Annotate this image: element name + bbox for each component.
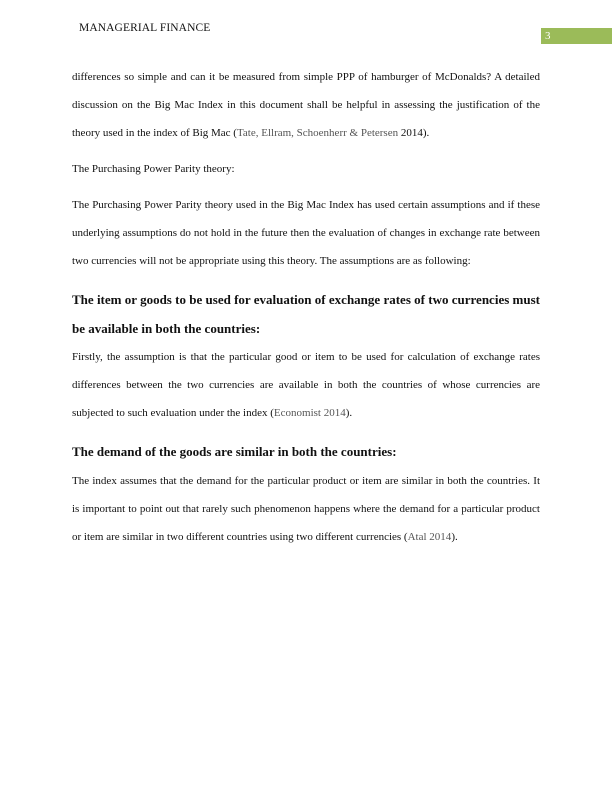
paragraph-intro-continuation — [72, 63, 540, 147]
section-label: The Purchasing Power Parity theory: — [72, 163, 235, 175]
paragraph-availability — [72, 343, 540, 427]
paragraph-text-end: ). — [451, 531, 458, 543]
paragraph-demand — [72, 467, 540, 551]
paragraph-text-end: ). — [345, 407, 353, 419]
paragraph-assumptions-intro: The Purchasing Power Parity theory used in the Big Mac Index has used certain assumptions and if these underlying assumptions do not hold in the future then the evaluation of changes in exchange rate between two currencies will not be appropriate using this theory. The assumptions are as following: — [72, 199, 540, 267]
citation: Atal 2014 — [407, 531, 452, 543]
heading-demand-assumption: The demand of the goods are similar in both the countries: — [72, 444, 397, 459]
citation: Economist 2014 — [273, 407, 346, 419]
paragraph-text-end: 2014). — [398, 127, 430, 139]
document-body — [72, 63, 540, 551]
page-number-badge: 3 — [541, 28, 612, 44]
paragraph-text: differences so simple and can it be measured from simple PPP of hamburger of McDonalds? A detailed discussion on the Big Mac Index in this document shall be helpful in assessing the justification of the theory used in the index of Big Mac ( — [72, 71, 540, 139]
paragraph-text: Firstly, the assumption is that the particular good or item to be used for calculation of exchange rates differences between the two currencies are available in both the countries of whose currencies are subjected to such evaluation under the index ( — [72, 351, 540, 419]
running-header: MANAGERIAL FINANCE — [79, 22, 211, 34]
paragraph-text: The index assumes that the demand for the particular product or item are similar in both the countries. It is important to point out that rarely such phenomenon happens where the demand for a particular product or item are similar in two different countries using two different currencies ( — [72, 475, 540, 543]
heading-availability-assumption: The item or goods to be used for evaluation of exchange rates of two currencies must be available in both the countries: — [72, 292, 540, 336]
citation: Tate, Ellram, Schoenherr & Petersen — [236, 127, 399, 139]
